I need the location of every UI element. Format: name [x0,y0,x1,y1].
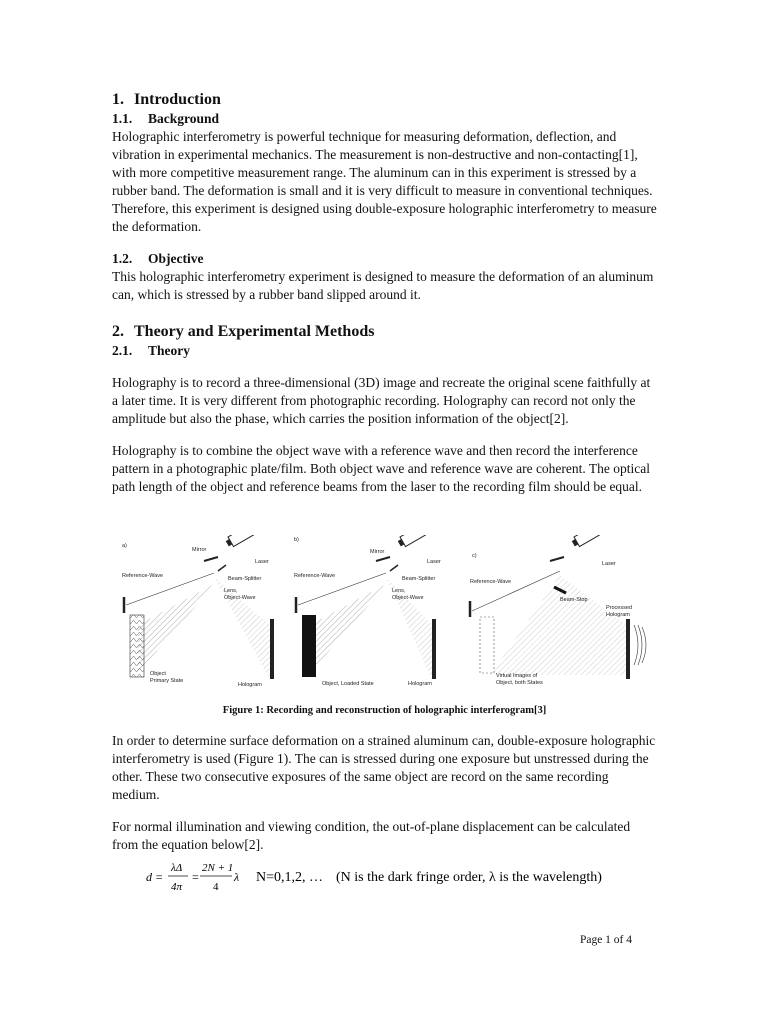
svg-text:4π: 4π [171,881,183,893]
svg-text:Laser: Laser [255,559,269,565]
svg-text:Hologram: Hologram [606,612,630,618]
svg-text:Lens,: Lens, [224,588,238,594]
equation-intro-paragraph: For normal illumination and viewing condition, the out-of-plane displacement can be calculated from the equation below[2]. [112,819,631,852]
page-number: Page 1 of 4 [579,934,632,946]
heading-theory-methods: 2. Theory and Experimental Methods [112,323,375,340]
virtual-image [480,617,494,673]
figure-panel-a [122,535,274,688]
processed-hologram-plate [626,619,630,679]
svg-text:Reference-Wave: Reference-Wave [470,579,512,585]
beam-splitter-icon [390,565,398,571]
svg-text:Reference-Wave: Reference-Wave [294,573,336,579]
laser-icon [397,535,432,549]
svg-text:λΔ: λΔ [171,862,183,874]
svg-text:Object-Wave: Object-Wave [392,595,424,601]
svg-text:Hologram: Hologram [238,682,262,688]
after-figure-text [112,732,657,854]
svg-text:b): b) [294,537,299,543]
object-loaded [302,615,316,677]
mirror-icon [204,557,218,561]
svg-text:Object, both States: Object, both States [496,680,543,686]
hologram-plate [432,619,436,679]
svg-text:Object, Loaded State: Object, Loaded State [322,681,374,687]
svg-text:4: 4 [213,881,219,893]
svg-text:Virtual Images of: Virtual Images of [496,673,538,679]
svg-text:λ: λ [234,870,240,884]
document-body [112,90,657,496]
svg-text:c): c) [472,553,477,559]
svg-text:a): a) [122,543,127,549]
svg-text:Object: Object [150,671,166,677]
heading-introduction: 1. Introduction [112,91,221,108]
laser-icon [225,535,260,549]
svg-text:Mirror: Mirror [192,547,207,553]
figure-panel-b [294,535,441,687]
mirror-icon [550,557,564,561]
svg-text:2N + 1: 2N + 1 [202,862,234,874]
heading-objective: 1.2. Objective [112,251,204,266]
svg-text:d =: d = [146,870,164,884]
mirror-icon [376,557,390,561]
theory-paragraph-1: Holography is to record a three-dimensional (3D) image and recreate the original scene faithfully at a later time. It is very different from photographic recording. Holography can record not only the amplitude but also the phase, which carries the position information of the object[2]. [112,375,651,426]
method-paragraph: In order to determine surface deformation on a strained aluminum can, double-exposure holographic interferometry is used (Figure 1). The can is stressed during one exposure but unstressed during the other. These two consecutive exposures of the same object are record on the same recording medium. [112,733,656,802]
theory-paragraph-2: Holography is to combine the object wave with a reference wave and then record the interference pattern in a photographic plate/film. Both object wave and reference wave are coherent. The optical path length of the object and reference beams from the laser to the recording film should be equal. [112,443,651,494]
svg-text:Lens,: Lens, [392,588,406,594]
svg-text:Reference-Wave: Reference-Wave [122,573,164,579]
beam-splitter-icon [218,565,226,571]
svg-text:Laser: Laser [602,561,616,567]
figure-panel-c [470,535,646,686]
background-paragraph: Holographic interferometry is powerful technique for measuring deformation, deflection, and vibration in experimental mechanics. The measurement is non-destructive and non-contacting[1], with more competitive measurement range. The aluminum can in this experiment is stressed by a rubber band. The deformation is small and it is very difficult to measure in conventional techniques. Therefore, this experiment is designed using double-exposure holographic interferometry to measure the deformation. [112,129,657,234]
holography-figure [120,535,648,695]
svg-text:Object-Wave: Object-Wave [224,595,256,601]
svg-text:=: = [192,870,199,884]
svg-text:Processed: Processed [606,605,632,611]
svg-text:Hologram: Hologram [408,681,432,687]
svg-text:Mirror: Mirror [370,549,385,555]
laser-icon [571,535,606,549]
displacement-equation [146,857,666,901]
svg-text:N=0,1,2, …: N=0,1,2, … [256,870,324,885]
svg-text:Beam-Stop: Beam-Stop [560,597,588,603]
hologram-plate [270,619,274,679]
heading-background: 1.1. Background [112,111,220,126]
svg-text:Primary State: Primary State [150,678,184,684]
objective-paragraph: This holographic interferometry experiment is designed to measure the deformation of an aluminum can, which is stressed by a rubber band slipped around it. [112,269,654,302]
heading-theory: 2.1. Theory [112,343,190,358]
svg-text:(N is the dark fringe order, λ: (N is the dark fringe order, λ is the wavelength) [336,870,602,885]
svg-text:Beam-Splitter: Beam-Splitter [228,576,262,582]
figure-caption: Figure 1: Recording and reconstruction of holographic interferogram[3] [222,705,547,716]
object-primary [130,615,144,677]
svg-text:Laser: Laser [427,559,441,565]
svg-text:Beam-Splitter: Beam-Splitter [402,576,436,582]
